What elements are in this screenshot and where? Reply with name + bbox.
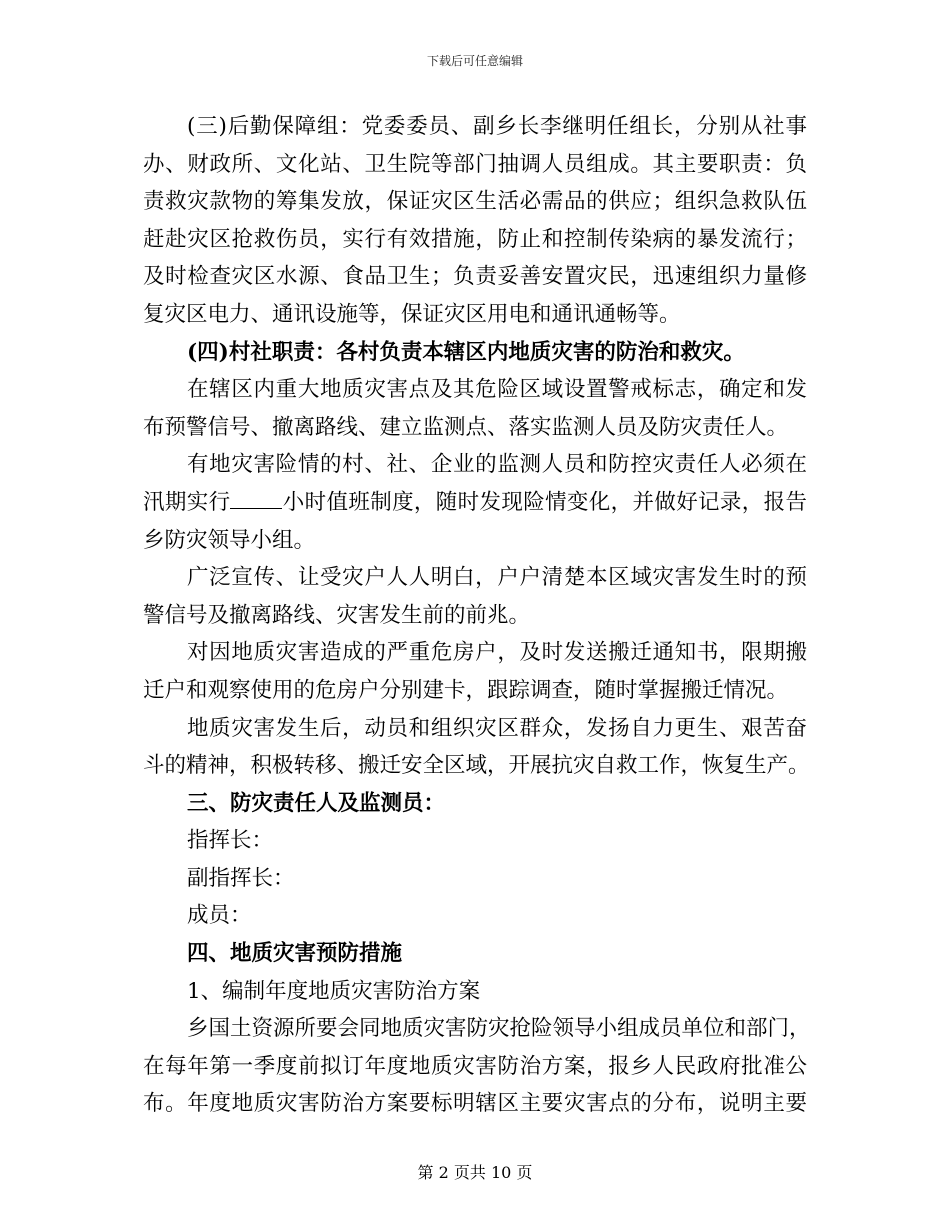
text-line: 布。年度地质灾害防治方案要标明辖区主要灾害点的分布，说明主要: [143, 1091, 807, 1117]
text-line: 迁户和观察使用的危房户分别建卡，跟踪调查，随时掌握搬迁情况。: [143, 677, 789, 703]
text-line: 乡国土资源所要会同地质灾害防灾抢险领导小组成员单位和部门，: [187, 1016, 811, 1042]
text-line: 乡防灾领导小组。: [143, 527, 316, 553]
deputy-commander-label: 副指挥长：: [187, 865, 295, 891]
text-line: 布预警信号、撤离路线、建立监测点、落实监测人员及防灾责任人。: [143, 414, 789, 440]
text-line: 办、财政所、文化站、卫生院等部门抽调人员组成。其主要职责：负: [143, 151, 807, 177]
text-line: 斗的精神，积极转移、搬迁安全区域，开展抗灾自救工作，恢复生产。: [143, 753, 810, 779]
commander-label: 指挥长：: [187, 828, 274, 854]
paragraph-dangerous-houses: [143, 634, 807, 709]
section-heading-village-duties: (四)村社职责：各村负责本辖区内地质灾害的防治和救灾。: [187, 339, 745, 365]
paragraph-warning-signs: [143, 371, 807, 446]
page-header-note: 下载后可任意编辑: [426, 54, 523, 68]
text-line: 有地灾害险情的村、社、企业的监测人员和防控灾责任人必须在: [187, 452, 807, 478]
text-line: 赶赴灾区抢救伤员，实行有效措施，防止和控制传染病的暴发流行；: [143, 226, 807, 252]
document-body: [143, 108, 811, 1123]
text-line: 对因地质灾害造成的严重危房户，及时发送搬迁通知书，限期搬: [187, 640, 807, 666]
paragraph-publicity: [143, 559, 807, 634]
paragraph-post-disaster: [143, 710, 810, 785]
text-line: 责救灾款物的筹集发放，保证灾区生活必需品的供应；组织急救队伍: [143, 189, 807, 215]
text-line: 地质灾害发生后，动员和组织灾区群众，发扬自力更生、艰苦奋: [187, 715, 807, 741]
members-label: 成员：: [187, 903, 252, 929]
fill-in-blank: [230, 490, 282, 509]
text-line-with-blank: [143, 484, 807, 522]
subheading-annual-plan: 1、编制年度地质灾害防治方案: [187, 978, 481, 1004]
text-line: 复灾区电力、通讯设施等，保证灾区用电和通讯通畅等。: [143, 301, 681, 327]
text-fragment: 汛期实行: [143, 489, 231, 515]
section-heading-prevention-measures: 四、地质灾害预防措施: [187, 941, 403, 967]
text-line: 警信号及撤离路线、灾害发生前的前兆。: [143, 602, 531, 628]
text-line: 广泛宣传、让受灾户人人明白，户户清楚本区域灾害发生时的预: [187, 565, 807, 591]
page-number-footer: 第 2 页共 10 页: [417, 1163, 533, 1182]
text-line: 在辖区内重大地质灾害点及其危险区域设置警戒标志，确定和发: [187, 377, 807, 403]
paragraph-logistics-group: [143, 108, 807, 334]
section-heading-responsible-persons: 三、防灾责任人及监测员：: [187, 790, 446, 816]
text-line: 及时检查灾区水源、食品卫生；负责妥善安置灾民，迅速组织力量修: [143, 264, 807, 290]
text-line: 在每年第一季度前拟订年度地质灾害防治方案，报乡人民政府批准公: [143, 1053, 807, 1079]
paragraph-annual-plan: [143, 1010, 811, 1123]
text-line: (三)后勤保障组：党委委员、副乡长李继明任组长，分别从社事: [187, 114, 807, 139]
paragraph-monitoring-duty: [143, 446, 807, 559]
text-fragment: 小时值班制度，随时发现险情变化，并做好记录，报告: [282, 489, 807, 515]
